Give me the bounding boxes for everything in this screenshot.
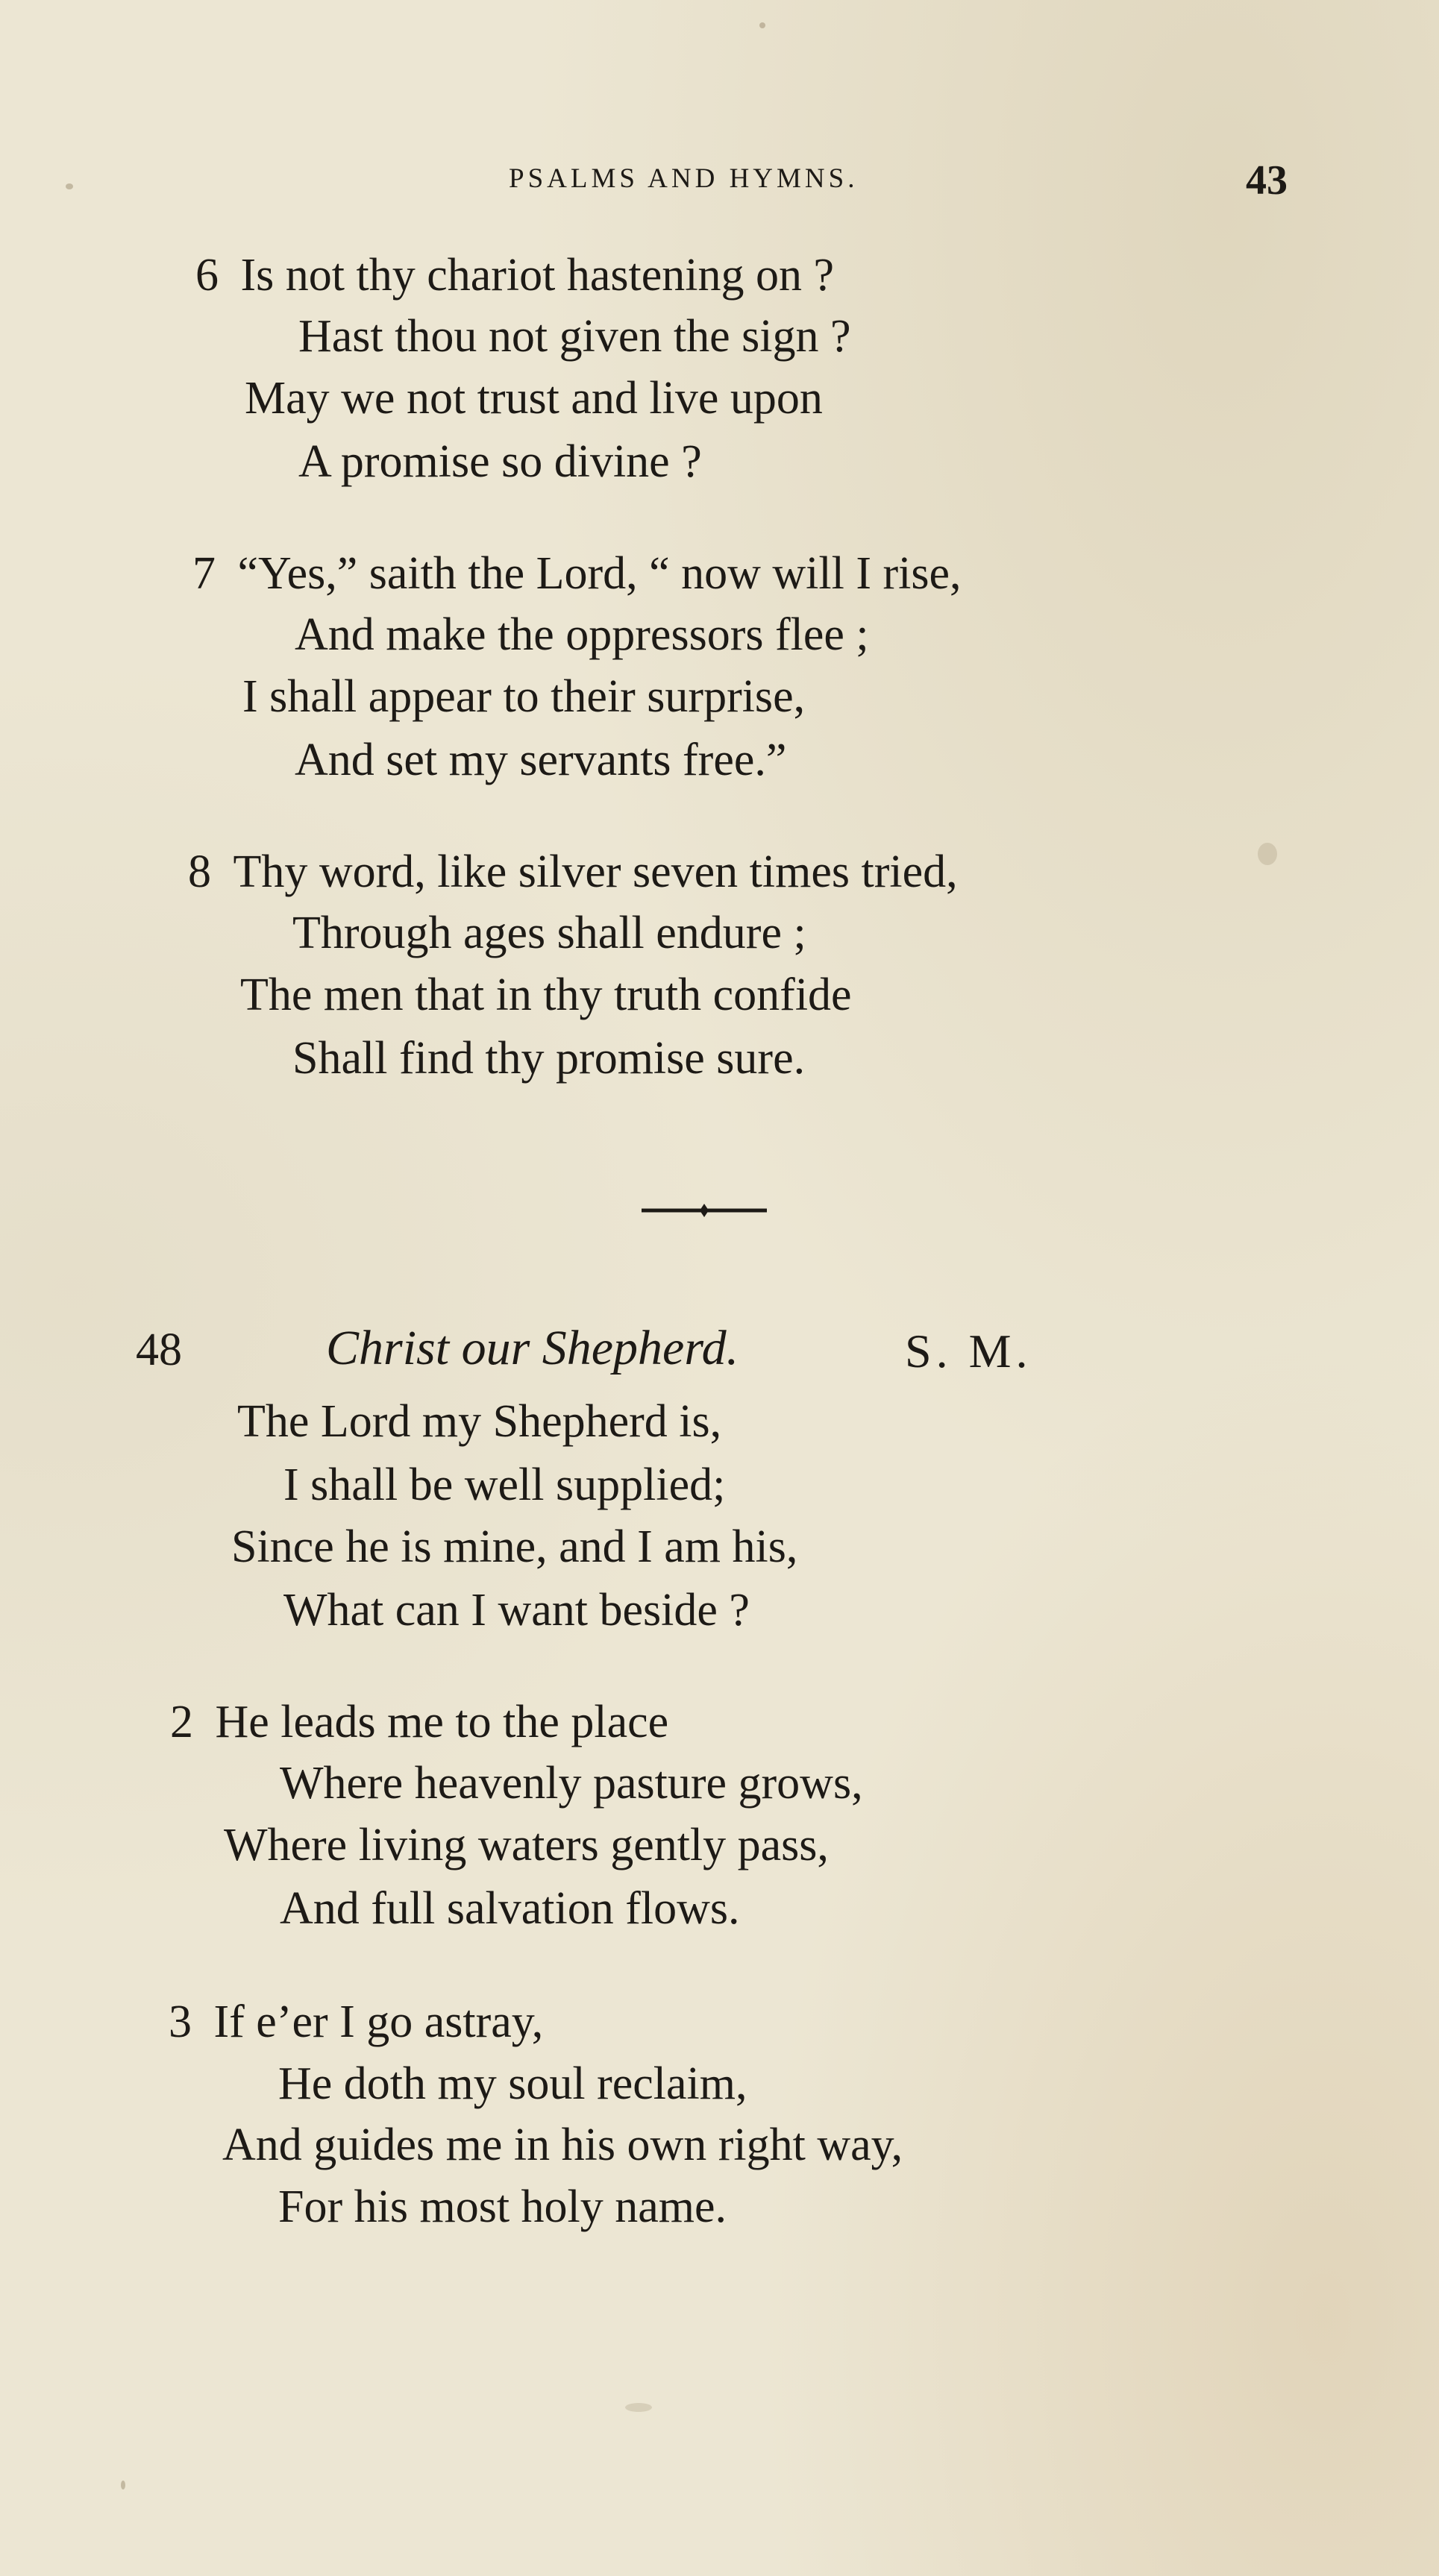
stanza-7-line-2: And make the oppressors flee ; [295,609,869,660]
paper-speck [625,2403,652,2412]
hymn-48-stanza-2-line-3: Where living waters gently pass, [224,1820,829,1870]
paper-speck [1258,843,1277,865]
paper-speck [121,2481,125,2489]
hymn-48-stanza-2-line-4: And full salvation flows. [280,1883,740,1934]
stanza-6-line-1 [195,250,834,301]
verse-line: If e’er I go astray, [213,1997,544,2047]
hymn-48-stanza-3-line-4: For his most holy name. [278,2181,727,2232]
page-header [0,157,1439,204]
stanza-number: 7 [192,548,216,599]
hymn-48-stanza-1-line-4: What can I want beside ? [283,1585,750,1636]
hymn-meter: S. M. [905,1325,1032,1377]
verse-line: Thy word, like silver seven times tried, [233,846,958,897]
hymn-48-stanza-1-line-2: I shall be well supplied; [283,1460,726,1510]
stanza-number: 3 [169,1997,192,2047]
stanza-number: 8 [188,846,211,897]
hymn-48-stanza-2-line-2: Where heavenly pasture grows, [280,1758,863,1809]
stanza-7-line-4: And set my servants free.” [295,735,787,785]
stanza-8-line-1 [188,846,958,897]
verse-line: “Yes,” saith the Lord, “ now will I rise, [237,548,962,599]
hymn-title: Christ our Shepherd. [326,1321,739,1375]
hymn-48-stanza-2-line-1 [170,1699,668,1745]
running-title: PSALMS AND HYMNS. [509,163,859,194]
hymn-number: 48 [136,1325,182,1375]
stanza-number: 2 [170,1697,193,1747]
verse-line: Is not thy chariot hastening on ? [240,250,834,301]
stanza-7-line-3: I shall appear to their surprise, [242,671,806,722]
page-number: 43 [1246,157,1288,204]
hymn-48-stanza-1-line-1: The Lord my Shepherd is, [237,1396,722,1447]
hymn-48-stanza-3-line-3: And guides me in his own right way, [222,2120,903,2170]
paper-speck [759,22,765,28]
stanza-8-line-2: Through ages shall endure ; [292,908,806,958]
hymn-48-stanza-3-line-2: He doth my soul reclaim, [278,2058,747,2109]
stanza-7-line-1 [192,550,962,597]
hymn-48-stanza-3-line-1 [169,1999,543,2045]
stanza-6-line-2: Hast thou not given the sign ? [298,311,851,362]
stanza-6-line-3: May we not trust and live upon [245,373,823,424]
verse-line: He leads me to the place [215,1697,669,1747]
stanza-8-line-4: Shall find thy promise sure. [292,1033,806,1084]
hymn-48-stanza-1-line-3: Since he is mine, and I am his, [231,1521,798,1572]
ornament-divider [642,1202,767,1219]
stanza-8-line-3: The men that in thy truth confide [240,970,852,1020]
stanza-number: 6 [195,250,219,301]
stanza-6-line-4: A promise so divine ? [298,436,702,487]
